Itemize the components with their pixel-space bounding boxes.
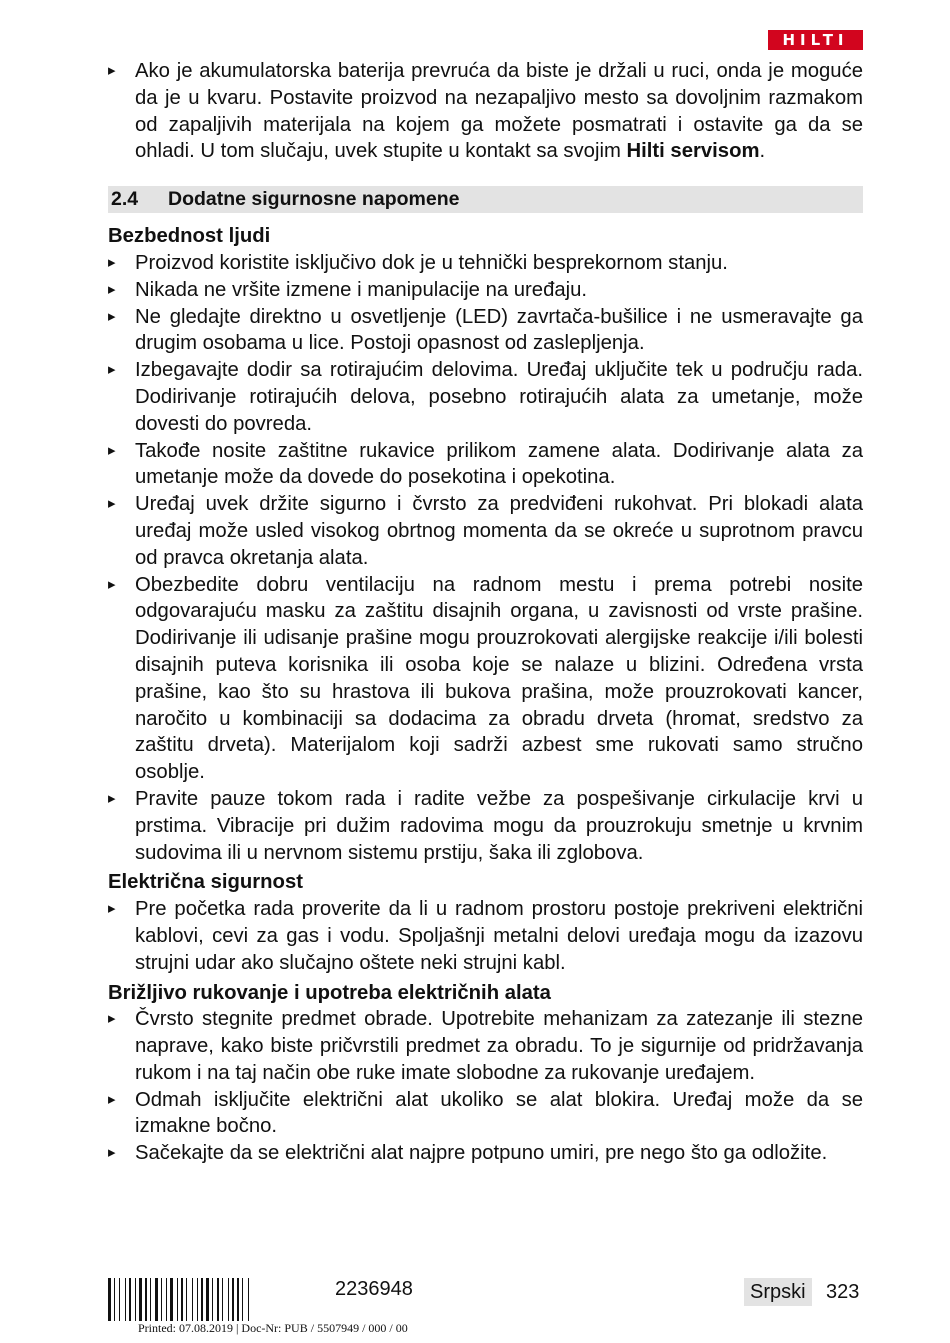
list-item: ▸ Ne gledajte direktno u osvetljenje (LED) zavrtača-bušilice i ne usmeravajte ga drugim osobama u lice. Postoji opasnost od zaslepljenja. <box>108 304 863 358</box>
list-item: ▸ Čvrsto stegnite predmet obrade. Upotrebite mehanizam za zatezanje ili stezne naprave, kako biste pričvrstili predmet za obradu. To je sigurnije od pridržavanja rukom i na taj način obe ruke imate slobodne za rukovanje uređajem. <box>108 1006 863 1086</box>
intro-text: Ako je akumulatorska baterija prevruća da biste je držali u ruci, onda je moguće da je u kvaru. Postavite proizvod na nezapaljivo mesto sa dovoljnim razmakom od zapaljivih materijala na kojem ga možete posmatrati i ostavite ga da se ohladi. U tom slučaju, uvek stupite u kontakt sa svojim <box>135 60 863 163</box>
language-badge: Srpski <box>744 1278 812 1306</box>
page-number: 323 <box>826 1281 860 1303</box>
subsection-title-handling: Brižljivo rukovanje i upotreba električnih alata <box>108 981 551 1004</box>
page-footer <box>108 1275 863 1335</box>
list-item: ▸ Proizvod koristite isključivo dok je u tehnički besprekornom stanju. <box>108 250 863 277</box>
list-item: ▸ Uređaj uvek držite sigurno i čvrsto za predviđeni rukohvat. Pri blokadi alata uređaj može usled visokog obrtnog momenta da se okreće u suprotnom pravcu od pravca okretanja alata. <box>108 491 863 571</box>
list-item: ▸ Obezbedite dobru ventilaciju na radnom mestu i prema potrebi nosite odgovarajuću masku za zaštitu disajnih organa, u zavisnosti od vrste prašine. Dodirivanje ili udisanje prašine mogu prouzrokovati alergijske reakcije i/ili bolesti disajnih puteva korisnika ili osoba koje se nalaze u blizini. Određena vrsta prašine, kao što su hrastova ili bukova prašina, može prouzrokovati kancer, naročito u kombinaciji sa dodacima za obradu drveta (hromat, sredstvo za zaštitu drveta). Materijalom koji sadrži azbest sme rukovati samo stručno osoblje. <box>108 572 863 786</box>
subsection-title-electrical: Električna sigurnost <box>108 871 303 894</box>
doc-number: 2236948 <box>335 1278 413 1300</box>
people-list <box>108 250 863 866</box>
document-body <box>108 58 863 1167</box>
list-item: ▸ Pre početka rada proverite da li u radnom prostoru postoje prekriveni električni kablovi, cevi za gas i vodu. Spoljašnji metalni delovi uređaja mogu da izazovu strujni udar ako slučajno oštete neki strujni kabl. <box>108 896 863 976</box>
intro-list <box>108 58 863 165</box>
list-item: ▸ Sačekajte da se električni alat najpre potpuno umiri, pre nego što ga odložite. <box>108 1140 863 1167</box>
list-item: ▸ Takođe nosite zaštitne rukavice prilikom zamene alata. Dodirivanje alata za umetanje može da dovede do posekotina i opekotina. <box>108 438 863 492</box>
list-item: ▸ Nikada ne vršite izmene i manipulacije na uređaju. <box>108 277 863 304</box>
subsection-title-people: Bezbednost ljudi <box>108 225 271 248</box>
list-item: ▸ Pravite pauze tokom rada i radite vežbe za pospešivanje cirkulacije krvi u prstima. Vibracije pri dužim radovima mogu da prouzrokuju smetnje u krvnim sudovima ili u nervnom sistemu prstiju, šaka ili zglobova. <box>108 786 863 866</box>
section-number: 2.4 <box>111 188 139 211</box>
list-item: ▸ Odmah isključite električni alat ukoliko se alat blokira. Uređaj može da se izmakne bočno. <box>108 1087 863 1141</box>
electrical-list <box>108 896 863 976</box>
barcode-image <box>108 1278 314 1321</box>
intro-list-item <box>108 58 863 165</box>
handling-list <box>108 1006 863 1167</box>
intro-bold-text: Hilti servisom <box>626 140 760 163</box>
section-heading <box>108 186 863 213</box>
section-title: Dodatne sigurnosne napomene <box>168 188 460 211</box>
printed-info: Printed: 07.08.2019 | Doc-Nr: PUB / 5507949 / 000 / 00 <box>138 1321 408 1335</box>
intro-end: . <box>759 140 766 163</box>
list-item: ▸ Izbegavajte dodir sa rotirajućim delovima. Uređaj uključite tek u području rada. Dodirivanje rotirajućih delova, posebno rotirajućih alata za umetanje, može dovesti do povreda. <box>108 357 863 437</box>
hilti-logo: HILTI <box>768 30 863 50</box>
